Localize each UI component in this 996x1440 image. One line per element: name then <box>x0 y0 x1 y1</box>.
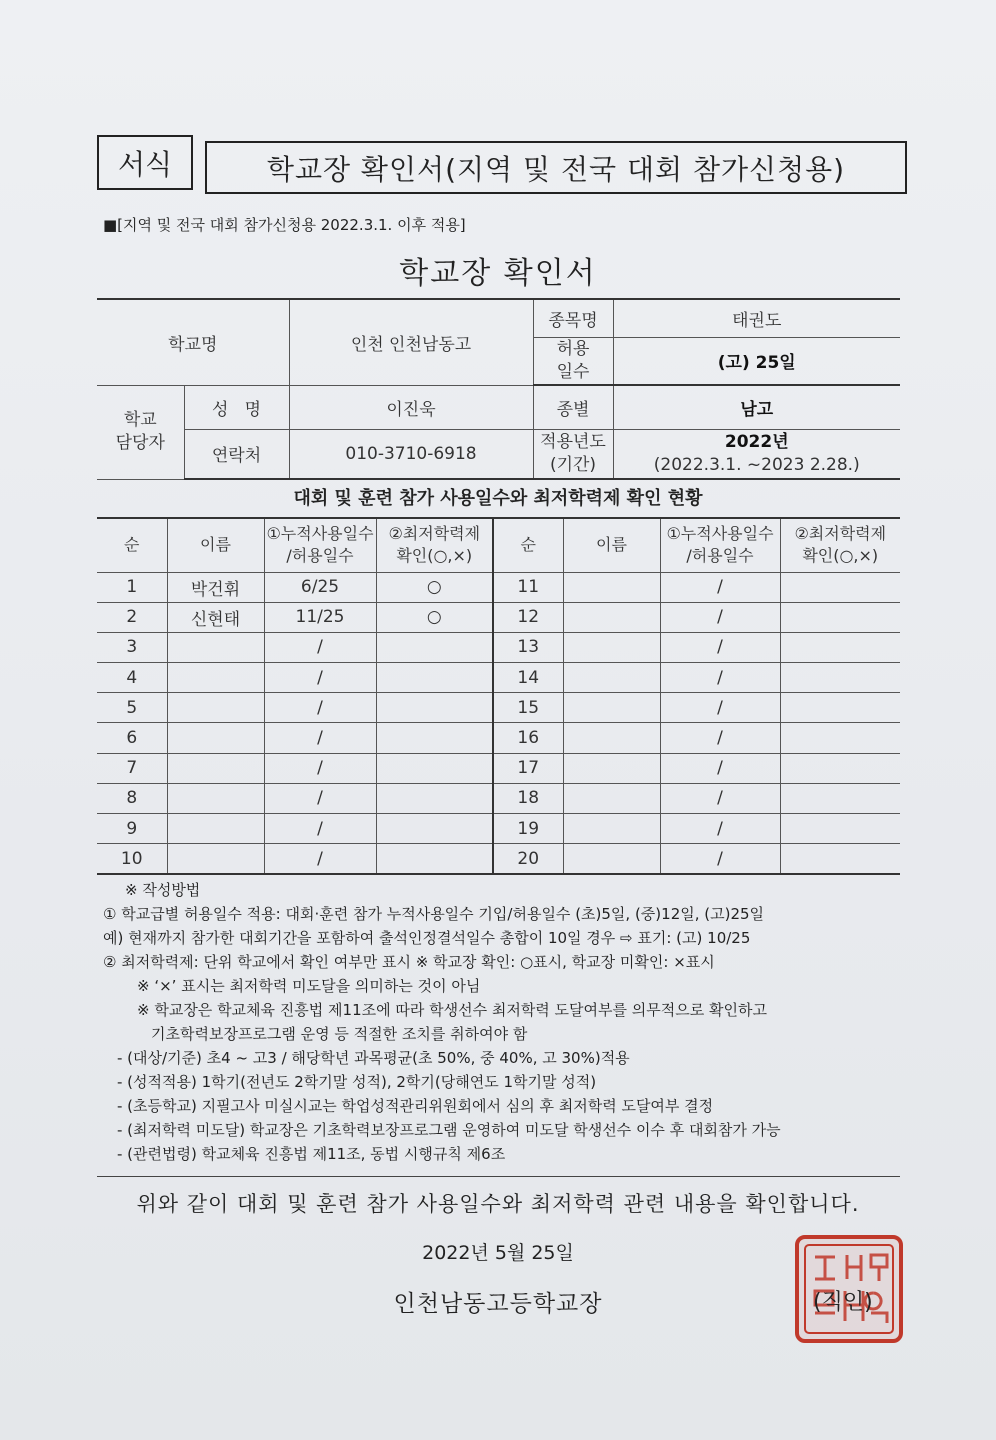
row-no: 12 <box>493 602 563 632</box>
row-name <box>167 753 264 783</box>
row-no: 3 <box>97 632 167 662</box>
participation-table <box>97 517 900 875</box>
row-days: 11/25 <box>264 602 376 632</box>
row-name <box>167 693 264 723</box>
row-check <box>780 753 900 783</box>
document-title: 학교장 확인서 <box>399 256 597 291</box>
issue-date: 2022년 5월 25일 <box>422 1242 574 1264</box>
row-days: / <box>660 663 780 693</box>
header-check: ②최저학력제 확인(○,×) <box>780 518 900 572</box>
table-row <box>97 723 900 753</box>
event-label: 종목명 <box>533 299 613 337</box>
school-name-value: 인천 인천남동고 <box>289 299 533 385</box>
row-name <box>563 602 660 632</box>
form-title: 학교장 확인서(지역 및 전국 대회 참가신청용) <box>205 141 907 194</box>
row-check <box>780 632 900 662</box>
row-check: ○ <box>376 572 493 602</box>
row-check <box>780 572 900 602</box>
instruction-line: ② 최저학력제: 단위 학교에서 확인 여부만 표시 ※ 학교장 확인: ○표시, 학교장 미확인: ×표시 <box>103 953 715 971</box>
row-check <box>376 783 493 813</box>
header-check: ②최저학력제 확인(○,×) <box>376 518 493 572</box>
row-check <box>780 783 900 813</box>
instruction-line: - (성적적용) 1학기(전년도 2학기말 성적), 2학기(당해연도 1학기말 성적) <box>117 1073 597 1091</box>
confirmation-statement: 위와 같이 대회 및 훈련 참가 사용일수와 최저학력 관련 내용을 확인합니다. <box>136 1192 860 1216</box>
row-days: / <box>660 693 780 723</box>
row-days: / <box>660 723 780 753</box>
instruction-line: ※ 학교장은 학교체육 진흥법 제11조에 따라 학생선수 최저학력 도달여부를 의무적으로 확인하고 <box>137 1001 767 1019</box>
table-row <box>97 663 900 693</box>
row-name: 신현태 <box>167 602 264 632</box>
row-days: / <box>264 723 376 753</box>
table-row <box>97 572 900 602</box>
row-check: ○ <box>376 602 493 632</box>
header-days: ①누적사용일수 /허용일수 <box>264 518 376 572</box>
row-days: / <box>264 844 376 874</box>
header-no: 순 <box>97 518 167 572</box>
row-check <box>376 753 493 783</box>
table-row <box>97 632 900 662</box>
allowed-days-label: 허용 일수 <box>533 337 613 385</box>
instruction-line: ※ 작성방법 <box>125 881 201 899</box>
table-row <box>97 783 900 813</box>
header-no: 순 <box>493 518 563 572</box>
seal-label: (직인) <box>813 1290 873 1315</box>
row-days: 6/25 <box>264 572 376 602</box>
row-check <box>376 723 493 753</box>
row-no: 4 <box>97 663 167 693</box>
row-check <box>376 693 493 723</box>
principal-title: 인천남동고등학교장 <box>393 1291 603 1317</box>
row-days: / <box>264 753 376 783</box>
row-days: / <box>660 753 780 783</box>
row-check <box>780 602 900 632</box>
row-no: 5 <box>97 693 167 723</box>
row-no: 9 <box>97 814 167 844</box>
row-no: 7 <box>97 753 167 783</box>
row-name <box>563 814 660 844</box>
table-row <box>97 602 900 632</box>
row-no: 17 <box>493 753 563 783</box>
row-no: 19 <box>493 814 563 844</box>
row-name <box>563 663 660 693</box>
row-days: / <box>264 632 376 662</box>
row-no: 18 <box>493 783 563 813</box>
row-days: / <box>264 693 376 723</box>
type-value: 남고 <box>613 385 900 429</box>
instruction-line: - (초등학교) 지필고사 미실시교는 학업성적관리위원회에서 심의 후 최저학력 도달여부 결정 <box>117 1097 714 1115</box>
instruction-line: - (최저학력 미도달) 학교장은 기초학력보장프로그램 운영하여 미도달 학생선수 이수 후 대회참가 가능 <box>117 1121 781 1139</box>
row-days: / <box>264 663 376 693</box>
year-value <box>613 429 900 479</box>
instruction-line: 기초학력보장프로그램 운영 등 적절한 조치를 취하여야 함 <box>151 1025 528 1043</box>
row-days: / <box>264 783 376 813</box>
row-name <box>563 572 660 602</box>
row-days: / <box>660 814 780 844</box>
stats-section-title: 대회 및 훈련 참가 사용일수와 최저학력제 확인 현황 <box>293 488 703 509</box>
staff-label: 학교 담당자 <box>97 385 184 479</box>
row-check <box>376 632 493 662</box>
name-label: 성 명 <box>184 385 289 429</box>
row-days: / <box>660 783 780 813</box>
table-row <box>97 753 900 783</box>
row-days: / <box>660 844 780 874</box>
table-row <box>97 844 900 874</box>
contact-label: 연락처 <box>184 429 289 479</box>
instruction-line: - (대상/기준) 초4 ~ 고3 / 해당학년 과목평균(초 50%, 중 40%, 고 30%)적용 <box>117 1049 630 1067</box>
row-days: / <box>660 602 780 632</box>
row-name <box>563 844 660 874</box>
contact-value: 010-3710-6918 <box>289 429 533 479</box>
year-label: 적용년도 (기간) <box>533 429 613 479</box>
instruction-line: 예) 현재까지 참가한 대회기간을 포함하여 출석인정결석일수 총합이 10일 경우 ⇨ 표기: (고) 10/25 <box>103 929 751 947</box>
row-no: 6 <box>97 723 167 753</box>
row-name <box>563 632 660 662</box>
school-info-table <box>97 298 900 480</box>
row-no: 16 <box>493 723 563 753</box>
row-no: 14 <box>493 663 563 693</box>
row-no: 8 <box>97 783 167 813</box>
header-name: 이름 <box>167 518 264 572</box>
header-days: ①누적사용일수 /허용일수 <box>660 518 780 572</box>
row-name <box>563 753 660 783</box>
row-no: 10 <box>97 844 167 874</box>
row-check <box>780 663 900 693</box>
row-no: 13 <box>493 632 563 662</box>
row-name <box>167 723 264 753</box>
row-check <box>376 814 493 844</box>
year-text: 2022년 <box>724 431 789 452</box>
type-label: 종별 <box>533 385 613 429</box>
row-name <box>167 814 264 844</box>
row-no: 1 <box>97 572 167 602</box>
name-value: 이진욱 <box>289 385 533 429</box>
row-name: 박건휘 <box>167 572 264 602</box>
form-label: 서식 <box>97 135 193 190</box>
row-check <box>376 663 493 693</box>
row-name <box>167 844 264 874</box>
row-days: / <box>264 814 376 844</box>
instructions <box>103 878 903 1166</box>
row-name <box>563 783 660 813</box>
row-name <box>167 632 264 662</box>
row-name <box>563 693 660 723</box>
school-name-label: 학교명 <box>97 299 289 385</box>
instruction-line: ※ ‘×’ 표시는 최저학력 미도달을 의미하는 것이 아님 <box>137 977 481 995</box>
row-name <box>167 663 264 693</box>
row-no: 15 <box>493 693 563 723</box>
row-no: 20 <box>493 844 563 874</box>
row-check <box>780 814 900 844</box>
table-row <box>97 693 900 723</box>
allowed-days-value: (고) 25일 <box>613 337 900 385</box>
row-name <box>563 723 660 753</box>
row-days: / <box>660 572 780 602</box>
event-value: 태권도 <box>613 299 900 337</box>
row-days: / <box>660 632 780 662</box>
applicability-note: ■[지역 및 전국 대회 참가신청용 2022.3.1. 이후 적용] <box>103 216 466 234</box>
row-name <box>167 783 264 813</box>
row-no: 11 <box>493 572 563 602</box>
table-row <box>97 814 900 844</box>
header-name: 이름 <box>563 518 660 572</box>
instruction-line: ① 학교급별 허용일수 적용: 대회·훈련 참가 누적사용일수 기입/허용일수 (초)5일, (중)12일, (고)25일 <box>103 905 765 923</box>
row-check <box>780 723 900 753</box>
row-check <box>376 844 493 874</box>
instruction-line: - (관련법령) 학교체육 진흥법 제11조, 동법 시행규칙 제6조 <box>117 1145 506 1163</box>
period-text: (2022.3.1. ~2023 2.28.) <box>653 454 860 475</box>
divider <box>97 1176 900 1177</box>
row-check <box>780 693 900 723</box>
row-check <box>780 844 900 874</box>
row-no: 2 <box>97 602 167 632</box>
